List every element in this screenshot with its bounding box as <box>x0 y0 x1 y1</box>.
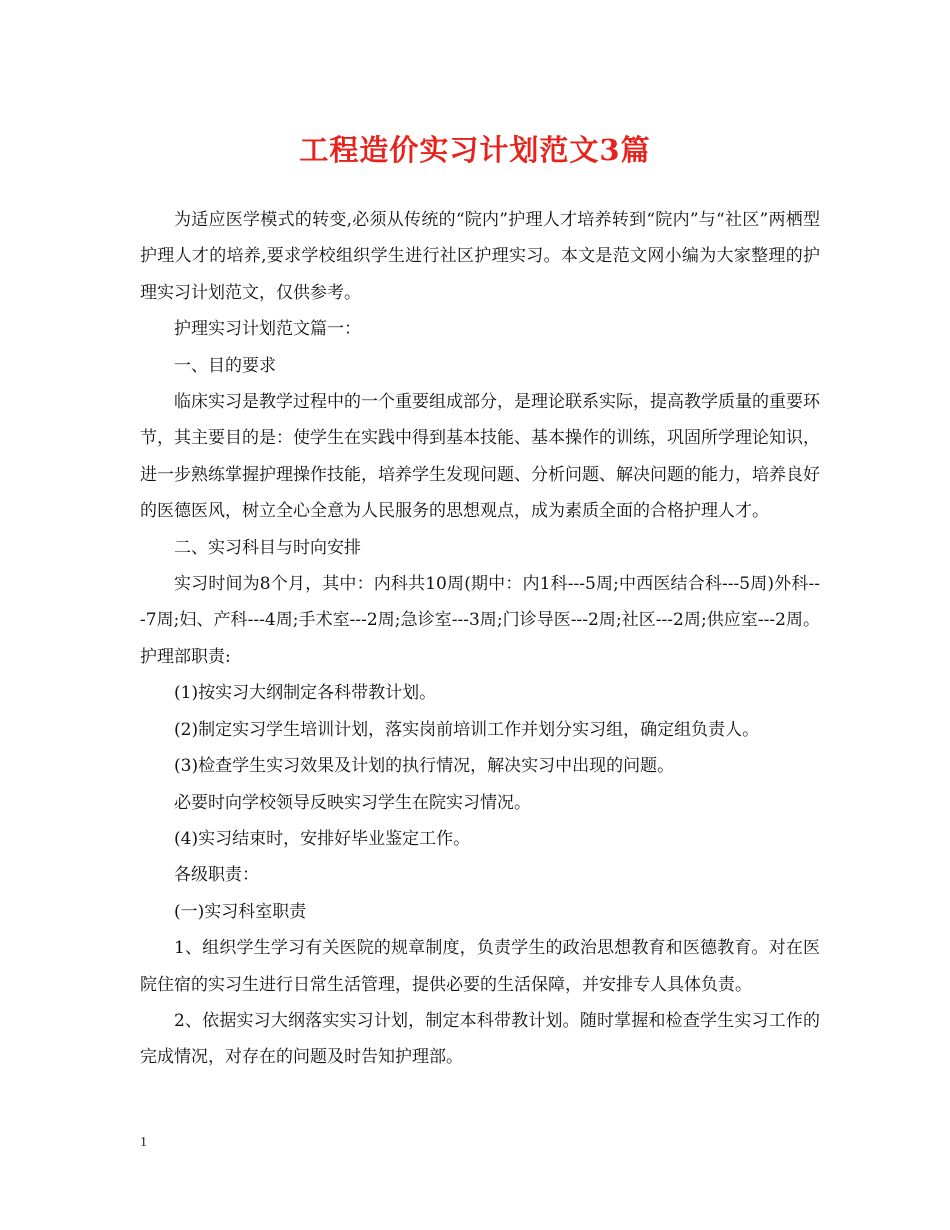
document-body <box>140 202 820 1076</box>
paragraph-goals: 临床实习是教学过程中的一个重要组成部分，是理论联系实际，提高教学质量的重要环节，其主要目的是：使学生在实践中得到基本技能、基本操作的训练，巩固所学理论知识，进一步熟练掌握护理操作技能，培养学生发现问题、分析问题、解决问题的能力，培养良好的医德医风，树立全心全意为人民服务的思想观点，成为素质全面的合格护理人才。 <box>140 392 820 522</box>
paragraph-duty-4: (4)实习结束时，安排好毕业鉴定工作。 <box>174 828 471 849</box>
document-title: 工程造价实习计划范文3篇 <box>299 133 651 167</box>
paragraph-intro: 为适应医学模式的转变,必须从传统的“院内”护理人才培养转到“院内”与“社区”两栖型护理人才的培养,要求学校组织学生进行社区护理实习。本文是范文网小编为大家整理的护理实习计划范文，仅供参考。 <box>140 210 820 303</box>
page-number: 1 <box>140 1135 147 1150</box>
paragraph-schedule: 实习时间为8个月，其中：内科共10周(期中：内1科---5周;中西医结合科---5周)外科---7周;妇、产科---4周;手术室---2周;急诊室---3周;门诊导医---2周;社区---2周;供应室---2周。 护理部职责: <box>140 574 820 667</box>
paragraph-department-1: 1、组织学生学习有关医院的规章制度，负责学生的政治思想教育和医德教育。对在医院住宿的实习生进行日常生活管理，提供必要的生活保障，并安排专人具体负责。 <box>140 938 820 995</box>
paragraph-duty-2: (2)制定实习学生培训计划，落实岗前培训工作并划分实习组，确定组负责人。 <box>174 719 760 740</box>
paragraph-department-2: 2、依据实习大纲落实实习计划，制定本科带教计划。随时掌握和检查学生实习工作的完成情况，对存在的问题及时告知护理部。 <box>140 1010 820 1068</box>
paragraph-duty-3: (3)检查学生实习效果及计划的执行情况，解决实习中出现的问题。 <box>174 756 675 777</box>
paragraph-heading-schedule: 二、实习科目与时向安排 <box>174 537 361 558</box>
paragraph-heading-department: (一)实习科室职责 <box>174 901 307 922</box>
paragraph-heading-plan-one: 护理实习计划范文篇一： <box>174 319 361 340</box>
paragraph-duty-3-cont: 必要时向学校领导反映实习学生在院实习情况。 <box>174 792 531 813</box>
paragraph-heading-levels: 各级职责： <box>174 865 259 886</box>
paragraph-heading-goals: 一、目的要求 <box>174 355 276 376</box>
paragraph-duty-1: (1)按实习大纲制定各科带教计划。 <box>174 683 437 704</box>
